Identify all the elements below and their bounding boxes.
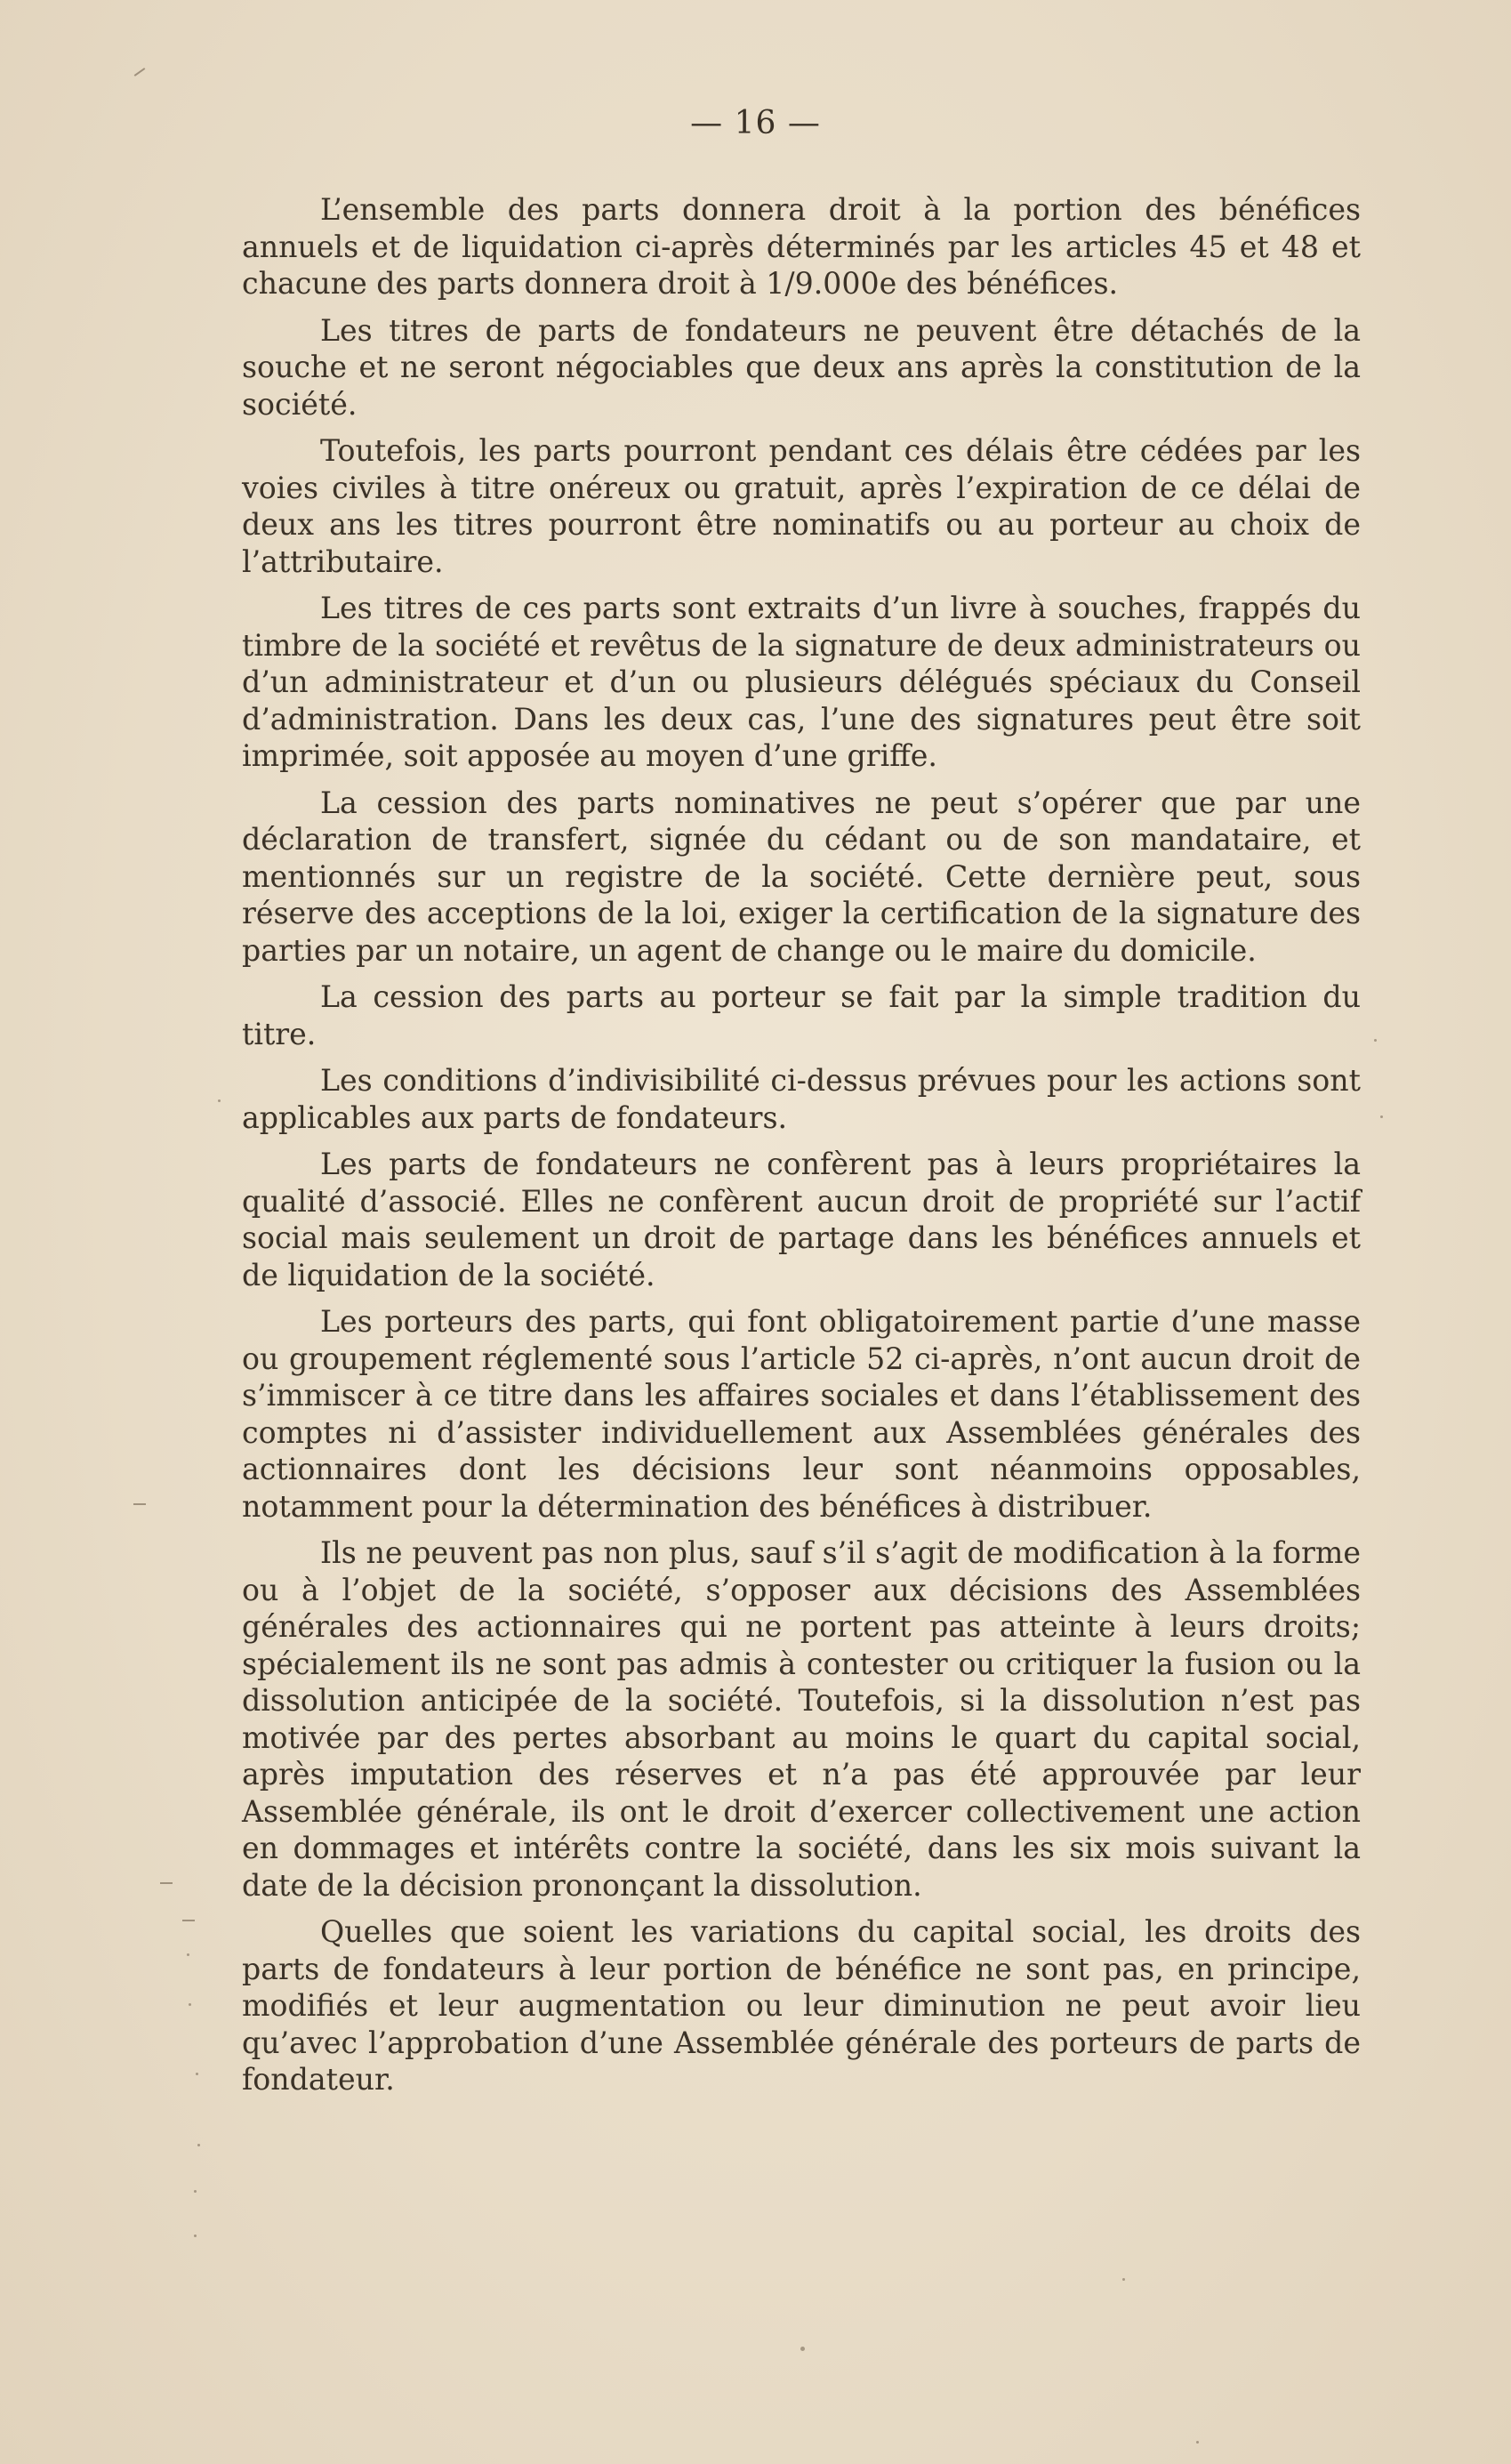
paper-speck [196,2073,198,2075]
page-number: — 16 — [690,105,821,141]
paragraph-2: Les titres de parts de fondateurs ne peuvent être détachés de la souche et ne seront négociables que deux ans après la constitution de la société. [242,312,1361,422]
paper-speck [194,2190,197,2193]
paper-speck [1196,2441,1199,2444]
paper-speck [187,1953,189,1956]
paper-speck [197,2144,200,2146]
paper-speck [189,2003,191,2006]
paragraph-10: Ils ne peuvent pas non plus, sauf s’il s’agit de modification à la forme ou à l’objet de la société, s’opposer aux décisions des Assemblées générales des actionnaires qui ne portent pas atteinte à leurs droits; spécialement ils ne sont pas admis à contester ou critiquer la fusion ou la dissolution anticipée de la société. Toutefois, si la dissolution n’est pas motivée par des pertes absorbant au moins le quart du capital social, après imputation des réserves et n’a pas été approuvée par leur Assemblée générale, ils ont le droit d’exercer collectivement une action en dommages et intérêts contre la société, dans les six mois suivant la date de la décision prononçant la dissolution. [242,1535,1361,1903]
margin-mark [133,1503,146,1505]
margin-mark [160,1882,173,1884]
paper-speck [1122,2278,1125,2281]
body-text [242,191,1361,2108]
paragraph-1: L’ensemble des parts donnera droit à la portion des bénéfices annuels et de liquidation ci-après déterminés par les articles 45 et 48 et chacune des parts donnera droit à 1/9.000e des bénéfices. [242,192,1361,301]
paper-speck [218,1099,221,1102]
paper-speck [1380,1115,1383,1118]
margin-mark [134,68,146,76]
margin-mark [182,1920,195,1921]
paper-speck [1374,1039,1377,1042]
paper-speck [194,2235,197,2237]
paragraph-7: Les conditions d’indivisibilité ci-dessus prévues pour les actions sont applicables aux parts de fondateurs. [242,1063,1361,1135]
paragraph-5: La cession des parts nominatives ne peut s’opérer que par une déclaration de transfert, signée du cédant ou de son mandataire, et mentionnés sur un registre de la société. Cette dernière peut, sous réserve des acceptions de la loi, exiger la certification de la signature des parties par un notaire, un agent de change ou le maire du domicile. [242,785,1361,968]
paragraph-11: Quelles que soient les variations du capital social, les droits des parts de fondateurs à leur portion de bénéfice ne sont pas, en principe, modifiés et leur augmentation ou leur diminution ne peut avoir lieu qu’avec l’approbation d’une Assemblée générale des porteurs de parts de fondateur. [242,1914,1361,2097]
paragraph-3: Toutefois, les parts pourront pendant ces délais être cédées par les voies civiles à titre onéreux ou gratuit, après l’expiration de ce délai de deux ans les titres pourront être nominatifs ou au porteur au choix de l’attributaire. [242,433,1361,579]
paragraph-9: Les porteurs des parts, qui font obligatoirement partie d’une masse ou groupement réglementé sous l’article 52 ci-après, n’ont aucun droit de s’immiscer à ce titre dans les affaires sociales et dans l’établissement des comptes ni d’assister individuellement aux Assemblées générales des actionnaires dont les décisions leur sont néanmoins opposables, notamment pour la détermination des bénéfices à distribuer. [242,1304,1361,1524]
paper-speck [800,2347,805,2351]
paragraph-6: La cession des parts au porteur se fait par la simple tradition du titre. [242,979,1361,1051]
paragraph-8: Les parts de fondateurs ne confèrent pas à leurs propriétaires la qualité d’associé. Elles ne confèrent aucun droit de propriété sur l’actif social mais seulement un droit de partage dans les bénéfices annuels et de liquidation de la société. [242,1147,1361,1292]
paragraph-4: Les titres de ces parts sont extraits d’un livre à souches, frappés du timbre de la société et revêtus de la signature de deux administrateurs ou d’un administrateur et d’un ou plusieurs délégués spéciaux du Conseil d’administration. Dans les deux cas, l’une des signatures peut être soit imprimée, soit apposée au moyen d’une griffe. [242,591,1361,773]
